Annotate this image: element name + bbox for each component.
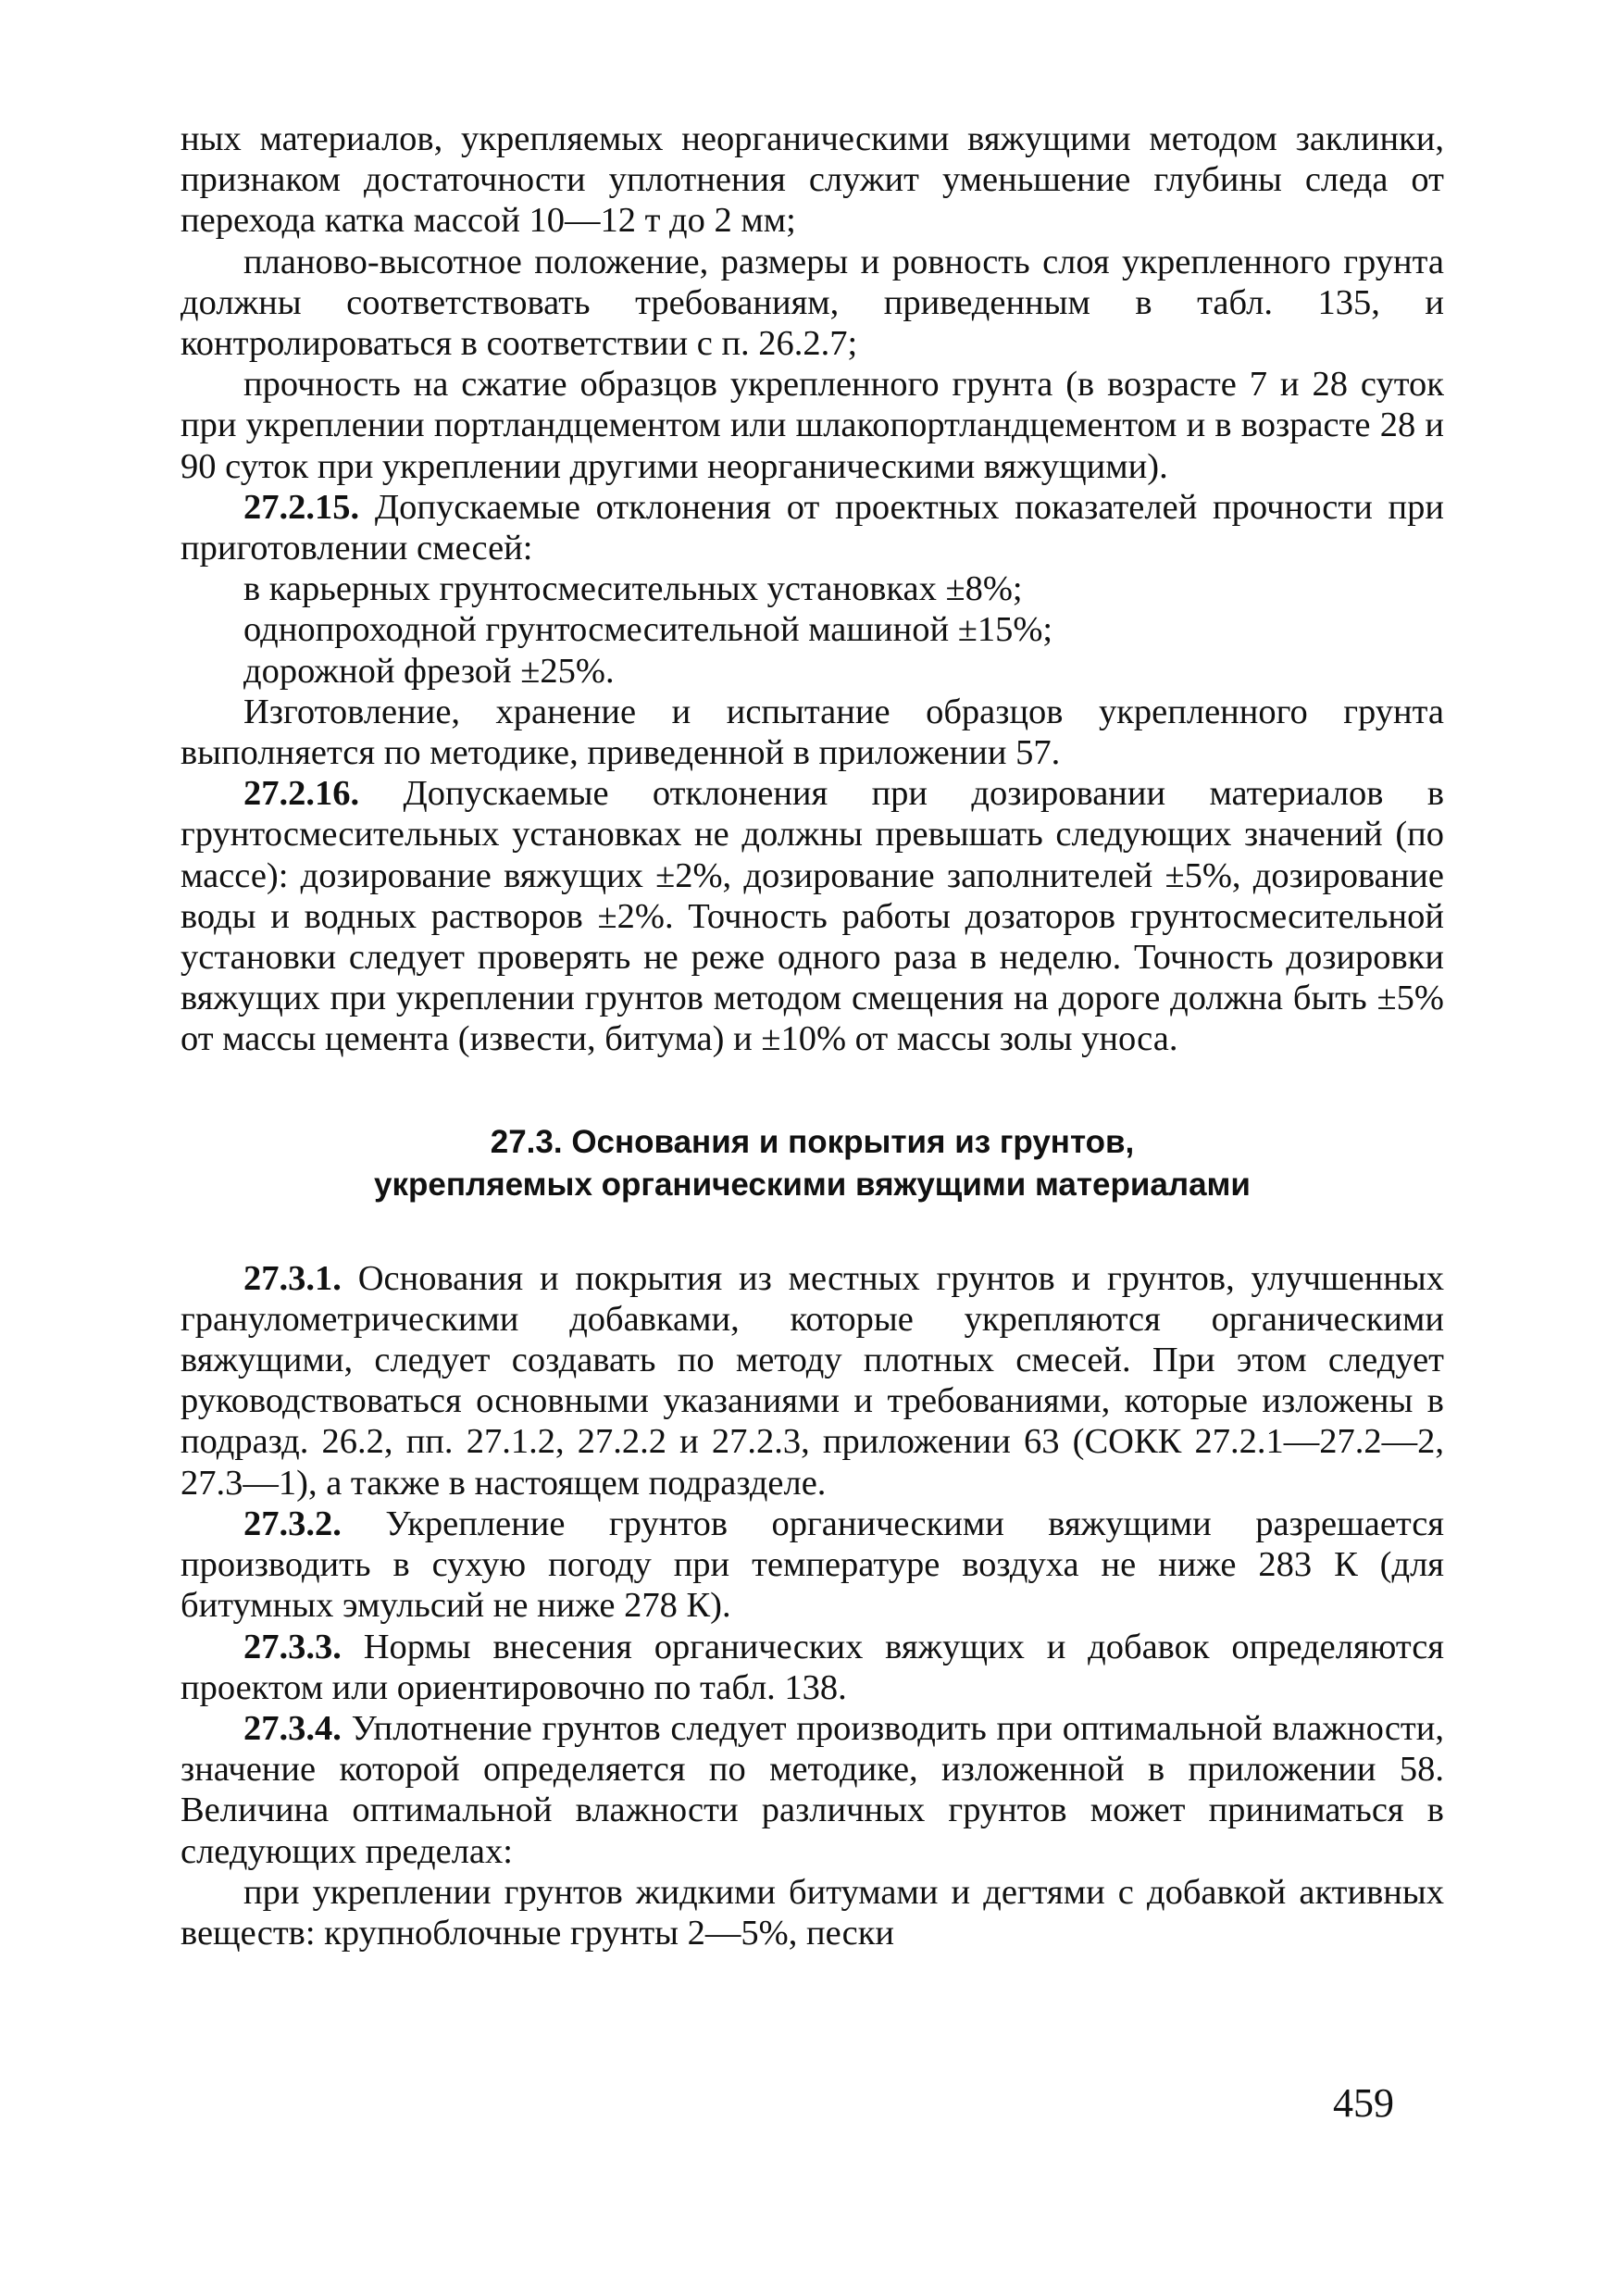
clause-27-3-4: [181, 1708, 1444, 1872]
section-heading: [181, 1121, 1444, 1206]
clause-27-3-2: [181, 1504, 1444, 1627]
list-item-road-mill: дорожной фрезой ±25%.: [243, 651, 615, 691]
clause-text: Допускаемые отклонения при дозировании материалов в грунтосмесительных установках не должны превышать следующих значений (по массе): дозирование вяжущих ±2%, дозирование заполнителей ±5%, дозирование воды и водных растворов ±2%. Точность работы дозаторов грунтосмесительной установки следует проверять не реже одного раза в неделю. Точность дозировки вяжущих при укреплении грунтов методом смещения на дороге должна быть ±5% от массы цемента (извести, битума) и ±10% от массы золы уноса.: [181, 774, 1444, 1059]
clause-number: 27.2.16.: [243, 774, 360, 814]
clause-27-2-15: [181, 487, 1444, 568]
clause-text: Укрепление грунтов органическими вяжущими разрешается производить в сухую погоду при температуре воздуха не ниже 283 К (для битумных эмульсий не ниже 278 К).: [181, 1504, 1444, 1626]
clause-27-3-1: [181, 1258, 1444, 1504]
clause-text: Допускаемые отклонения от проектных показателей прочности при приготовлении смесей:: [181, 487, 1444, 568]
page-number: 459: [1333, 2080, 1394, 2126]
list-item-quarry-plants: в карьерных грунтосмесительных установках ±8%;: [243, 569, 1023, 609]
clause-27-2-16: [181, 773, 1444, 1059]
list-item-single-pass-machine: однопроходной грунтосмесительной машиной ±15%;: [243, 610, 1053, 650]
section-heading-line-1: 27.3. Основания и покрытия из грунтов,: [490, 1123, 1135, 1160]
paragraph-layer-position: планово-высотное положение, размеры и ровность слоя укрепленного грунта должны соответствовать требованиям, приведенным в табл. 135, и контролироваться в соответствии с п. 26.2.7;: [181, 242, 1444, 364]
clause-number: 27.2.15.: [243, 487, 360, 527]
paragraph-compressive-strength: прочность на сжатие образцов укрепленного грунта (в возрасте 7 и 28 суток при укреплении портландцементом или шлакопортландцементом и в возрасте 28 и 90 суток при укреплении другими неорганическими вяжущими).: [181, 365, 1444, 486]
paragraph-sample-testing: Изготовление, хранение и испытание образцов укрепленного грунта выполняется по методике, приведенной в приложении 57.: [181, 692, 1444, 773]
clause-text: Уплотнение грунтов следует производить при оптимальной влажности, значение которой определяется по методике, изложенной в приложении 58. Величина оптимальной влажности различных грунтов может приниматься в следующих пределах:: [181, 1708, 1444, 1871]
clause-number: 27.3.3.: [243, 1627, 342, 1666]
clause-text: Нормы внесения органических вяжущих и добавок определяются проектом или ориентировочно по табл. 138.: [181, 1627, 1444, 1707]
section-heading-line-2: укрепляемых органическими вяжущими материалами: [374, 1166, 1251, 1203]
paragraph-liquid-bitumen: при укреплении грунтов жидкими битумами и дегтями с добавкой активных веществ: крупноблочные грунты 2—5%, пески: [181, 1872, 1444, 1953]
clause-text: Основания и покрытия из местных грунтов и грунтов, улучшенных гранулометрическими добавками, которые укрепляются органическими вяжущими, следует создавать по методу плотных смесей. При этом следует руководствоваться основными указаниями и требованиями, которые изложены в подразд. 26.2, пп. 27.1.2, 27.2.2 и 27.2.3, приложении 63 (СОКК 27.2.1—27.2—2, 27.3—1), а также в настоящем подразделе.: [181, 1258, 1444, 1503]
paragraph-continuation: ных материалов, укрепляемых неорганическими вяжущими методом заклинки, признаком достаточности уплотнения служит уменьшение глубины следа от перехода катка массой 10—12 т до 2 мм;: [181, 119, 1444, 241]
clause-number: 27.3.2.: [243, 1504, 342, 1543]
clause-number: 27.3.1.: [243, 1258, 342, 1298]
clause-number: 27.3.4.: [243, 1708, 342, 1748]
document-page: [181, 119, 1444, 1953]
clause-27-3-3: [181, 1627, 1444, 1708]
